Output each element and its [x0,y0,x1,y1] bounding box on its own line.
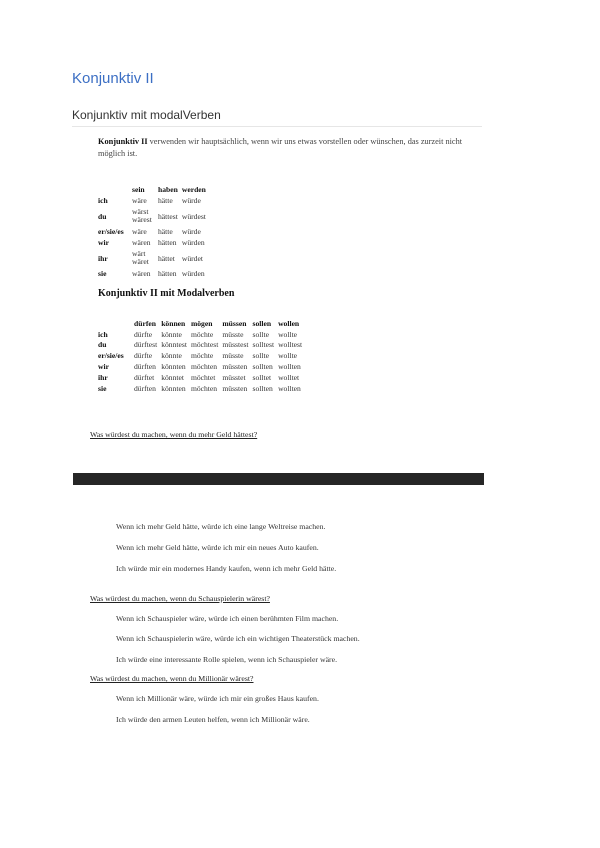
table-cell: würden [181,269,205,278]
table-cell: dürftest [134,340,158,350]
verb-form: wären [132,269,151,278]
table-cell: möchte [190,351,214,361]
table-cell: sollte [252,329,269,339]
intro-paragraph [98,136,478,160]
table-cell: könntet [161,372,184,382]
table-row [98,237,210,248]
table-cell: könnten [161,383,186,393]
table-cell [132,248,158,268]
verb-form: wäret [132,257,149,266]
table-row [98,195,210,206]
pronoun-cell: wir [98,362,109,372]
table-cell [132,237,158,248]
answer-sentence: Wenn ich Schauspieler wäre, würde ich einen berühmten Film machen. [116,614,339,623]
table-row [98,268,210,279]
table-cell: solltest [252,340,275,350]
modal-verbs-heading: Konjunktiv II mit Modalverben [98,288,235,299]
table-cell: könnte [161,351,182,361]
verb-form: wärest [132,215,152,224]
table-header: wollen [278,318,300,328]
table-cell: solltet [252,372,272,382]
table-row [98,206,210,226]
pronoun-cell: ich [98,196,108,205]
table-cell: würden [181,238,205,247]
section-title: Konjunktiv mit modalVerben [72,108,221,122]
table-header: dürfen [134,318,156,328]
table-cell: dürften [134,362,156,372]
intro-text: verwenden wir hauptsächlich, wenn wir uns etwas vorstellen oder wünschen, das zurzeit nicht möglich ist. [98,137,463,158]
pronoun-cell: ich [98,329,108,339]
table-cell: sollten [252,383,273,393]
question-heading: Was würdest du machen, wenn du Schauspielerin wärest? [90,594,270,603]
table-cell: hätte [158,227,173,236]
table-row [98,383,306,394]
pronoun-cell: ihr [98,253,108,263]
table-cell: könntest [161,340,187,350]
answer-sentence: Wenn ich mehr Geld hätte, würde ich eine lange Weltreise machen. [116,522,326,531]
pronoun-cell: du [98,340,107,350]
table-cell: hätten [158,238,177,247]
question-heading: Was würdest du machen, wenn du mehr Geld hättest? [90,430,258,439]
table-header: sollen [252,318,272,328]
table-cell: möchtest [190,340,219,350]
table-cell: müsstet [222,372,246,382]
table-row [98,350,306,361]
pronoun-cell: ihr [98,372,108,382]
table-cell: müssten [222,383,248,393]
table-header: müssen [222,318,247,328]
table-cell: hättest [158,211,178,221]
table-cell: wolltest [278,340,303,350]
table-cell: könnten [161,362,186,372]
table-cell [132,206,158,226]
table-row [98,248,210,268]
table-header: mögen [190,318,213,328]
table-row [98,329,306,340]
answer-sentence: Wenn ich Schauspielerin wäre, würde ich ein wichtigen Theaterstück machen. [116,634,360,643]
table-cell: möchte [190,329,214,339]
table-cell: hätte [158,196,173,205]
table-row [98,361,306,372]
table-cell: sollte [252,351,269,361]
table-header: können [161,318,186,328]
table-cell: hätten [158,269,177,278]
verb-form: wärt [132,249,146,258]
table-cell: dürften [134,383,156,393]
table-cell: möchten [190,362,218,372]
table-row [98,372,306,383]
table-cell: dürftet [134,372,155,382]
answer-sentence: Ich würde den armen Leuten helfen, wenn ich Millionär wäre. [116,715,310,724]
table-cell: würde [181,196,201,205]
verb-form: wäre [132,196,147,205]
verb-form: wärst [132,207,149,216]
table-row [98,340,306,351]
pronoun-cell: wir [98,238,109,247]
pronoun-cell: du [98,211,107,221]
question-heading: Was würdest du machen, wenn du Millionär wärest? [90,674,254,683]
answer-sentence: Ich würde eine interessante Rolle spielen, wenn ich Schauspieler wäre. [116,655,338,664]
pronoun-cell: sie [98,383,107,393]
table-cell: wollte [278,351,298,361]
page-title: Konjunktiv II [72,70,154,87]
table-cell: möchten [190,383,218,393]
table-header: werden [181,185,206,194]
intro-bold: Konjunktiv II [98,137,148,146]
embedded-media-bar[interactable] [73,473,484,485]
pronoun-cell: er/sie/es [98,227,124,236]
table-cell: dürfte [134,351,153,361]
table-cell: wollten [278,383,301,393]
pronoun-cell: sie [98,269,107,278]
pronoun-cell: er/sie/es [98,351,124,361]
answer-sentence: Ich würde mir ein modernes Handy kaufen, wenn ich mehr Geld hätte. [116,564,337,573]
table-cell [132,268,158,279]
table-cell: sollten [252,362,273,372]
table-cell: müsste [222,329,244,339]
table-cell: müssten [222,362,248,372]
table-cell: möchtet [190,372,216,382]
modal-verbs-table [98,318,306,394]
table-cell: würde [181,227,201,236]
table-header: sein [132,185,145,194]
verb-form: wären [132,238,151,247]
table-header [98,184,132,195]
table-cell: wollten [278,362,301,372]
table-cell: wolltet [278,372,300,382]
table-cell: wollte [278,329,298,339]
verb-form: wäre [132,227,147,236]
table-cell: müsstest [222,340,249,350]
table-cell: würdet [181,253,203,263]
table-header [98,318,134,329]
table-cell [132,195,158,206]
table-row [98,226,210,237]
table-cell: könnte [161,329,182,339]
konjunktiv-table [98,184,210,279]
answer-sentence: Wenn ich mehr Geld hätte, würde ich mir ein neues Auto kaufen. [116,543,319,552]
table-cell: hättet [158,253,175,263]
table-cell: würdest [181,211,206,221]
section-divider [72,126,482,127]
table-cell: dürfte [134,329,153,339]
answer-sentence: Wenn ich Millionär wäre, würde ich mir ein großes Haus kaufen. [116,694,319,703]
table-cell: müsste [222,351,244,361]
table-header: haben [158,185,178,194]
table-cell [132,226,158,237]
